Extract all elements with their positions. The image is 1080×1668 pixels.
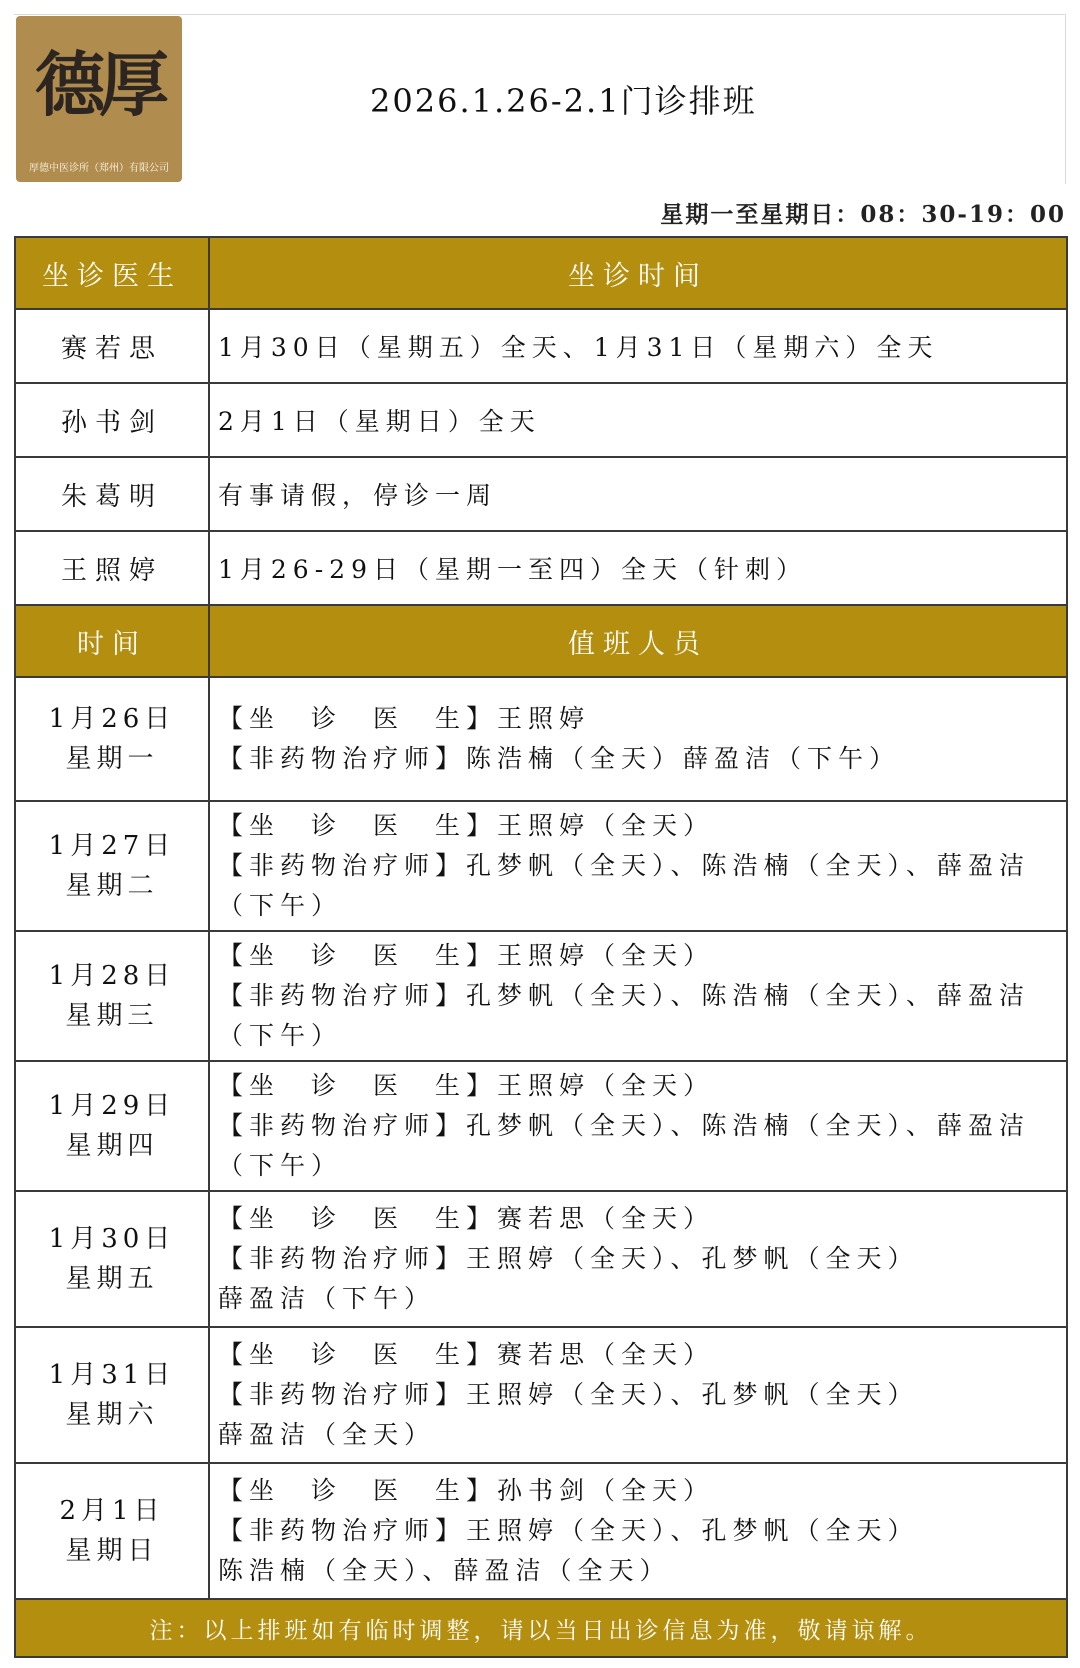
table-row: [15, 677, 1067, 801]
day-date: 1月26日: [48, 704, 176, 734]
duty-header-row: [15, 605, 1067, 677]
duty-cell: [209, 1463, 1067, 1599]
doctor-col-header: 坐诊医生: [15, 237, 209, 309]
doctor-time: 1月30日（星期五）全天、1月31日（星期六）全天: [209, 309, 1067, 383]
duty-line: 【非药物治疗师】王照婷（全天）、孔梦帆（全天）: [218, 1380, 919, 1409]
day-cell: [15, 931, 209, 1061]
day-date: 1月29日: [48, 1091, 176, 1121]
note-text: 注：以上排班如有临时调整，请以当日出诊信息为准，敬请谅解。: [15, 1599, 1067, 1657]
doctor-header-row: [15, 237, 1067, 309]
clinic-logo: [16, 16, 182, 182]
duty-line: 【非药物治疗师】王照婷（全天）、孔梦帆（全天）: [218, 1244, 919, 1273]
staff-col-header: 值班人员: [209, 605, 1067, 677]
table-row: [15, 457, 1067, 531]
table-row: [15, 801, 1067, 931]
table-row: [15, 1327, 1067, 1463]
day-cell: [15, 801, 209, 931]
day-weekday: 星期一: [65, 744, 159, 774]
duty-line: 【坐 诊 医 生】王照婷（全天）: [218, 1071, 715, 1100]
table-row: [15, 309, 1067, 383]
day-weekday: 星期五: [65, 1264, 159, 1294]
time-col-header: 坐诊时间: [209, 237, 1067, 309]
logo-glyphs: 德厚: [35, 43, 163, 126]
duty-line: 【非药物治疗师】孔梦帆（全天）、陈浩楠（全天）、薛盈洁（下午）: [218, 1111, 1031, 1180]
day-date: 1月31日: [48, 1360, 176, 1390]
doctor-name: 孙书剑: [15, 383, 209, 457]
doctor-time: 2月1日（星期日）全天: [209, 383, 1067, 457]
duty-line: 薛盈洁（下午）: [218, 1284, 436, 1313]
doctor-name: 赛若思: [15, 309, 209, 383]
duty-line: 薛盈洁（全天）: [218, 1420, 436, 1449]
duty-line: 【坐 诊 医 生】孙书剑（全天）: [218, 1476, 715, 1505]
day-cell: [15, 1061, 209, 1191]
opening-hours: 星期一至星期日：08：30-19：00: [660, 201, 1066, 228]
duty-cell: [209, 1327, 1067, 1463]
table-row: [15, 931, 1067, 1061]
duty-line: 【非药物治疗师】王照婷（全天）、孔梦帆（全天）: [218, 1516, 919, 1545]
duty-cell: [209, 801, 1067, 931]
duty-line: 【坐 诊 医 生】赛若思（全天）: [218, 1340, 715, 1369]
duty-cell: [209, 1061, 1067, 1191]
day-date: 2月1日: [59, 1496, 165, 1526]
duty-cell: [209, 931, 1067, 1061]
day-weekday: 星期二: [65, 871, 159, 901]
table-row: [15, 531, 1067, 605]
day-cell: [15, 677, 209, 801]
table-row: [15, 383, 1067, 457]
day-weekday: 星期日: [65, 1536, 159, 1566]
duty-line: 【坐 诊 医 生】王照婷（全天）: [218, 941, 715, 970]
doctor-time: 1月26-29日（星期一至四）全天（针刺）: [209, 531, 1067, 605]
duty-cell: [209, 677, 1067, 801]
duty-line: 【坐 诊 医 生】赛若思（全天）: [218, 1204, 715, 1233]
date-col-header: 时间: [15, 605, 209, 677]
day-weekday: 星期六: [65, 1400, 159, 1430]
duty-line: 【坐 诊 医 生】王照婷（全天）: [218, 811, 715, 840]
day-cell: [15, 1463, 209, 1599]
day-weekday: 星期三: [65, 1001, 159, 1031]
duty-line: 【非药物治疗师】孔梦帆（全天）、陈浩楠（全天）、薛盈洁（下午）: [218, 851, 1031, 920]
day-cell: [15, 1327, 209, 1463]
table-row: [15, 1191, 1067, 1327]
day-date: 1月30日: [48, 1224, 176, 1254]
page-title: 2026.1.26-2.1门诊排班: [370, 82, 757, 120]
duty-cell: [209, 1191, 1067, 1327]
duty-line: 【坐 诊 医 生】王照婷: [218, 704, 591, 733]
day-cell: [15, 1191, 209, 1327]
doctor-time: 有事请假，停诊一周: [209, 457, 1067, 531]
logo-subtitle: 厚德中医诊所（郑州）有限公司: [29, 163, 169, 174]
table-row: [15, 1061, 1067, 1191]
doctor-name: 朱葛明: [15, 457, 209, 531]
day-date: 1月28日: [48, 961, 176, 991]
table-row: [15, 1463, 1067, 1599]
schedule-table: [14, 236, 1068, 1658]
duty-line: 陈浩楠（全天）、薛盈洁（全天）: [218, 1556, 671, 1585]
day-date: 1月27日: [48, 831, 176, 861]
duty-line: 【非药物治疗师】陈浩楠（全天）薛盈洁（下午）: [218, 744, 901, 773]
duty-line: 【非药物治疗师】孔梦帆（全天）、陈浩楠（全天）、薛盈洁（下午）: [218, 981, 1031, 1050]
note-row: [15, 1599, 1067, 1657]
day-weekday: 星期四: [65, 1131, 159, 1161]
doctor-name: 王照婷: [15, 531, 209, 605]
